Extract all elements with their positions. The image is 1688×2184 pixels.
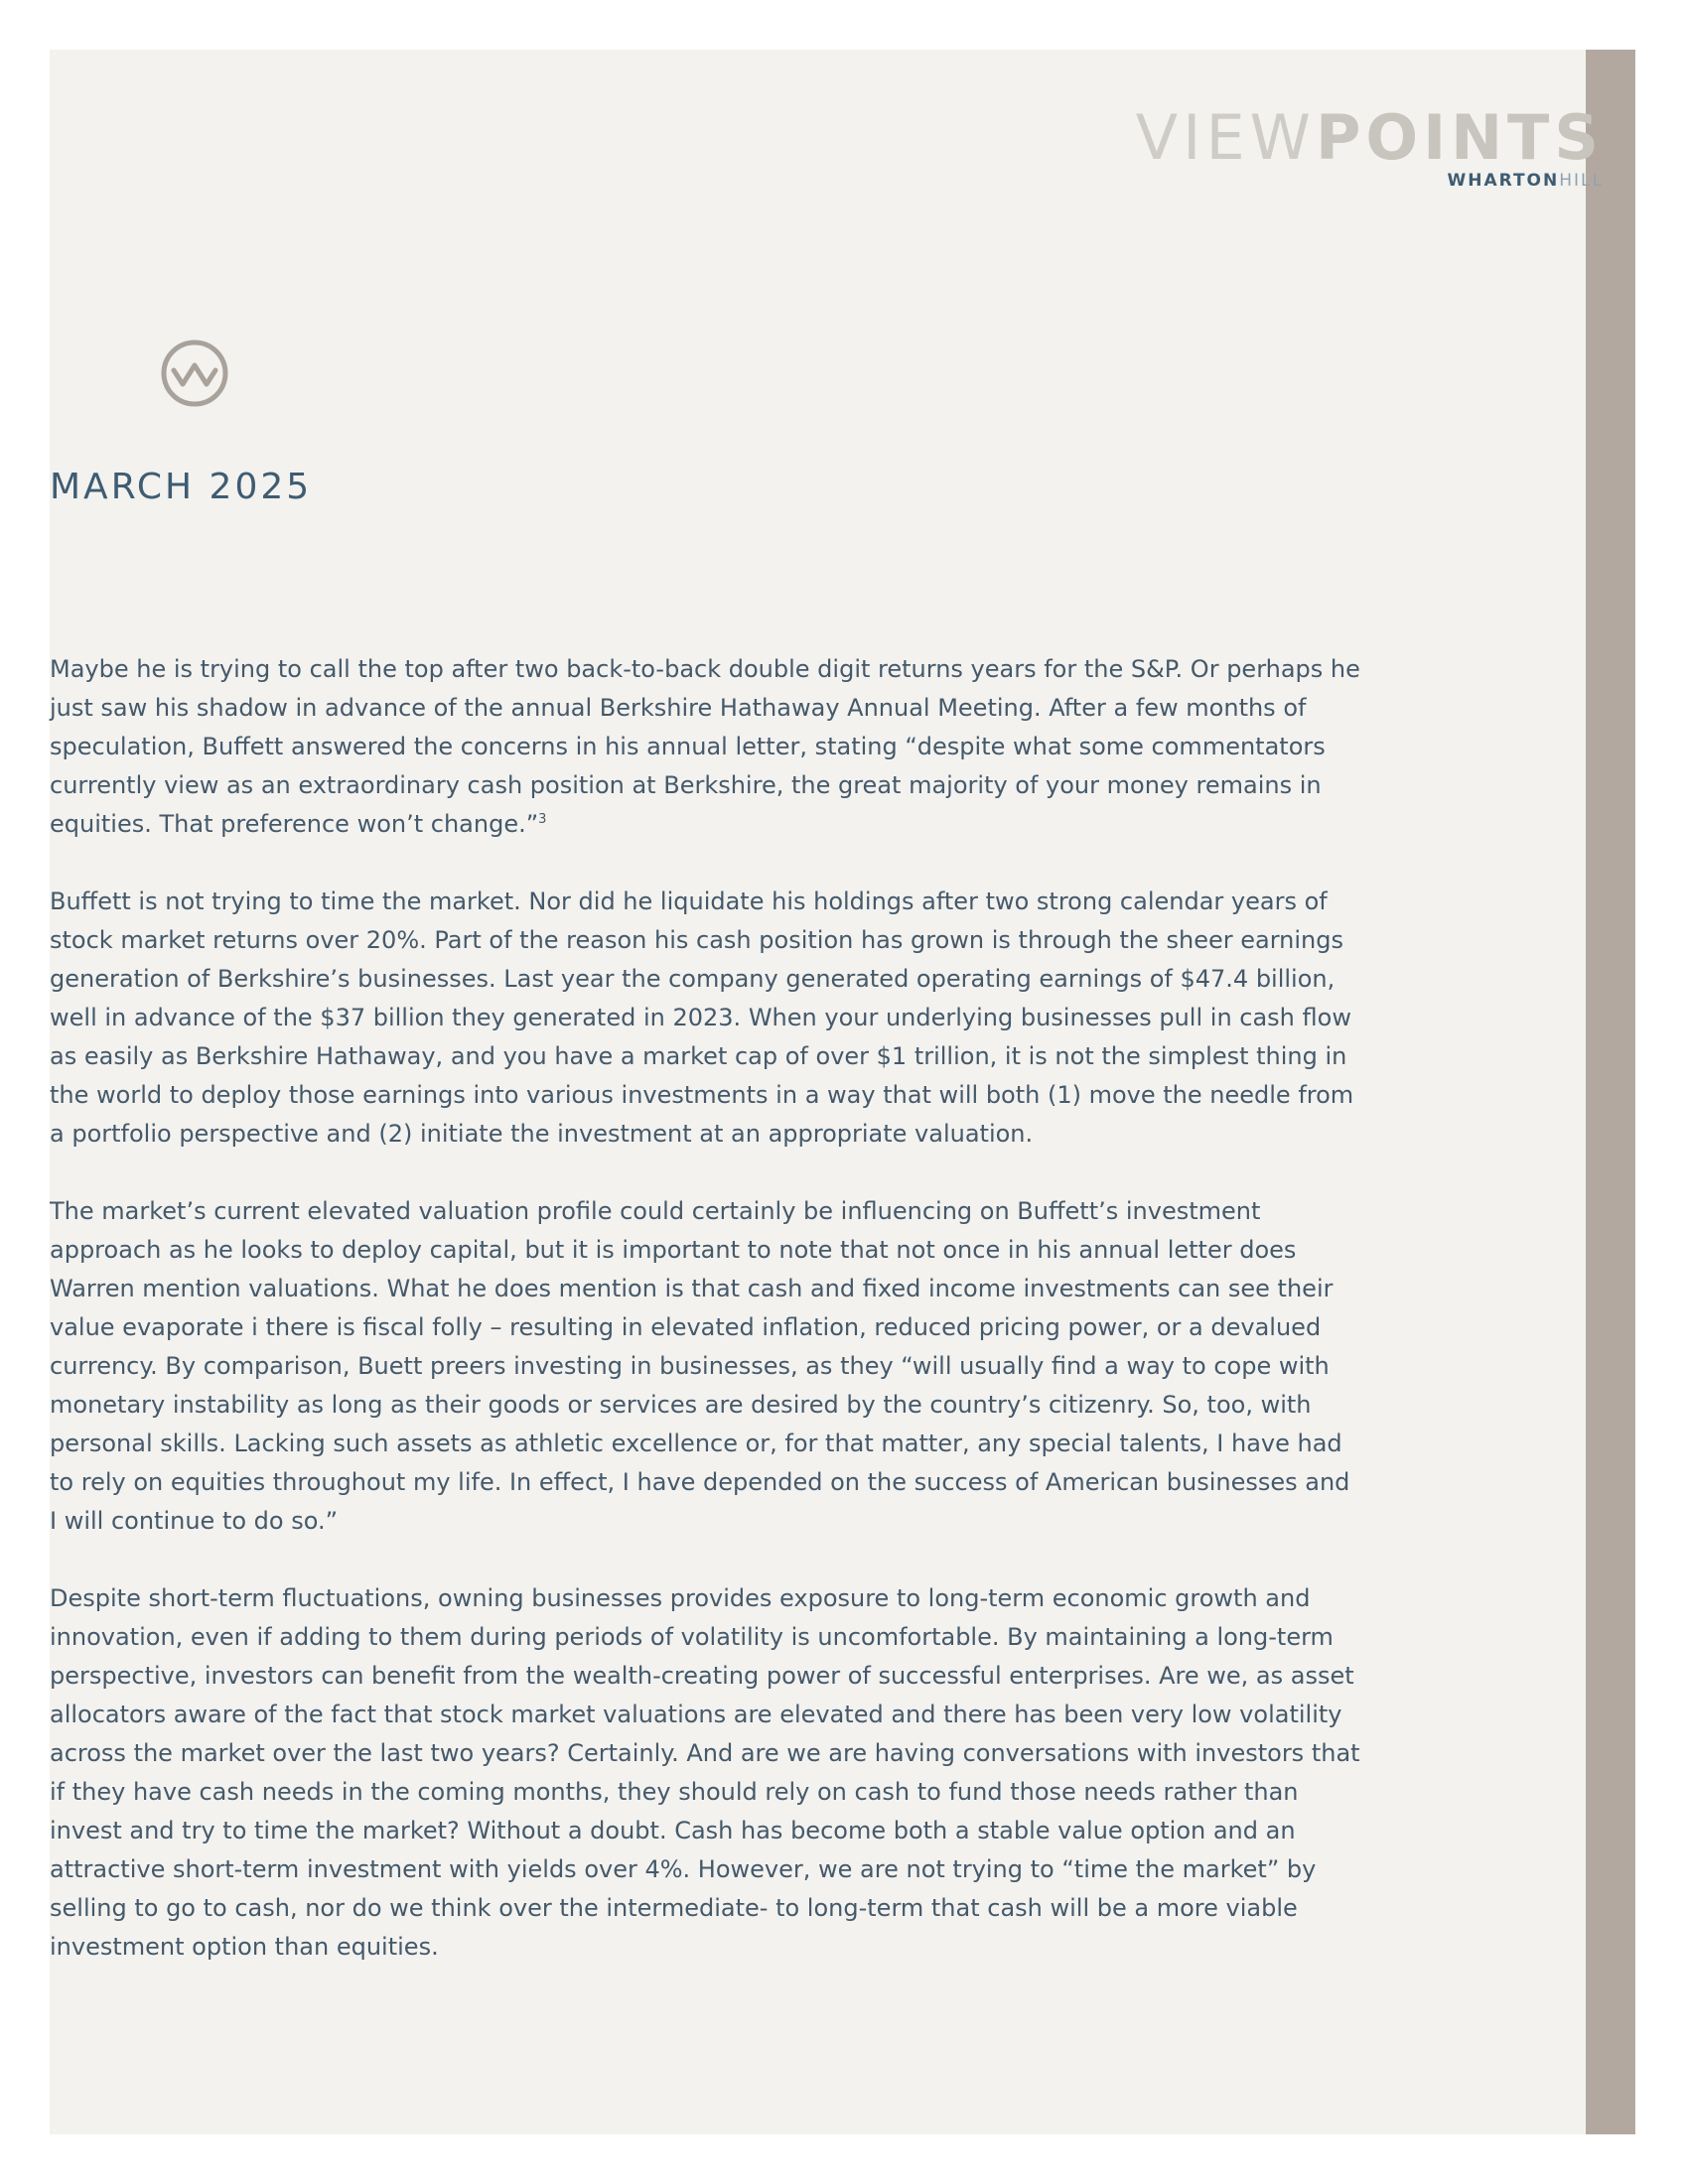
paragraph-4: Despite short-term fluctuations, owning businesses provides exposure to long-term economic growth and innovation, even if adding to them during periods of volatility is uncomfortable. By maintaining a long-term perspective, investors can benefit from the wealth-creating power of successful enterprises. Are we, as asset allocators aware of the fact that stock market valuations are elevated and there has been very low volatility across the market over the last two years? Certainly. And are we are having conversations with investors that if they have cash needs in the coming months, they should rely on cash to fund those needs rather than invest and try to time the market? Without a doubt. Cash has become both a stable value option and an attractive short-term investment with yields over 4%. However, we are not trying to “time the market” by selling to go to cash, nor do we think over the intermediate- to long-term that cash will be a more viable investment option than equities.	[50, 1584, 1360, 1961]
footnote-marker: 3	[538, 812, 547, 827]
paragraph-1	[50, 650, 1360, 844]
paragraph-3: The market’s current elevated valuation profile could certainly be influencing on Buffett’s investment approach as he looks to deploy capital, but it is important to note that not once in his annual letter does Warren mention valuations. What he does mention is that cash and fixed income investments can see their value evaporate i there is fiscal folly – resulting in elevated inflation, reduced pricing power, or a devalued currency. By comparison, Buett preers investing in businesses, as they “will usually find a way to cope with monetary instability as long as their goods or services are desired by the country’s citizenry. So, too, with personal skills. Lacking such assets as athletic excellence or, for that matter, any special talents, I have had to rely on equities throughout my life. In effect, I have depended on the success of American businesses and I will continue to do so.”	[50, 1197, 1350, 1535]
brand-sub-bold: WHARTON	[1447, 171, 1560, 191]
wharton-hill-w-logo-icon	[159, 338, 230, 409]
article-body	[50, 650, 1360, 2005]
paragraph-2: Buffett is not trying to time the market. Nor did he liquidate his holdings after two strong calendar years of stock market returns over 20%. Part of the reason his cash position has grown is through the sheer earnings generation of Berkshire’s businesses. Last year the company generated operating earnings of $47.4 billion, well in advance of the $37 billion they generated in 2023. When your underlying businesses pull in cash flow as easily as Berkshire Hathaway, and you have a market cap of over $1 trillion, it is not the simplest thing in the world to deploy those earnings into various investments in a way that will both (1) move the needle from a portfolio perspective and (2) initiate the investment at an appropriate valuation.	[50, 887, 1354, 1148]
wharton-hill-subtitle	[1136, 173, 1604, 190]
brand-light-text: VIEW	[1135, 101, 1316, 174]
brand-wordmark	[1135, 101, 1604, 191]
viewpoints-title	[1135, 101, 1604, 174]
date-heading: MARCH 2025	[50, 467, 313, 507]
side-color-band	[1586, 50, 1635, 2134]
brand-sub-light: HILL	[1559, 171, 1604, 191]
paragraph-1-text: Maybe he is trying to call the top after two back-to-back double digit returns years for the S&P. Or perhaps he just saw his shadow in advance of the annual Berkshire Hathaway Annual Meeting. After a few months of speculation, Buffett answered the concerns in his annual letter, stating “despite what some commentators currently view as an extraordinary cash position at Berkshire, the great majority of your money remains in equities. That preference won’t change.”	[50, 655, 1360, 838]
brand-bold-text: POINTS	[1315, 101, 1604, 174]
